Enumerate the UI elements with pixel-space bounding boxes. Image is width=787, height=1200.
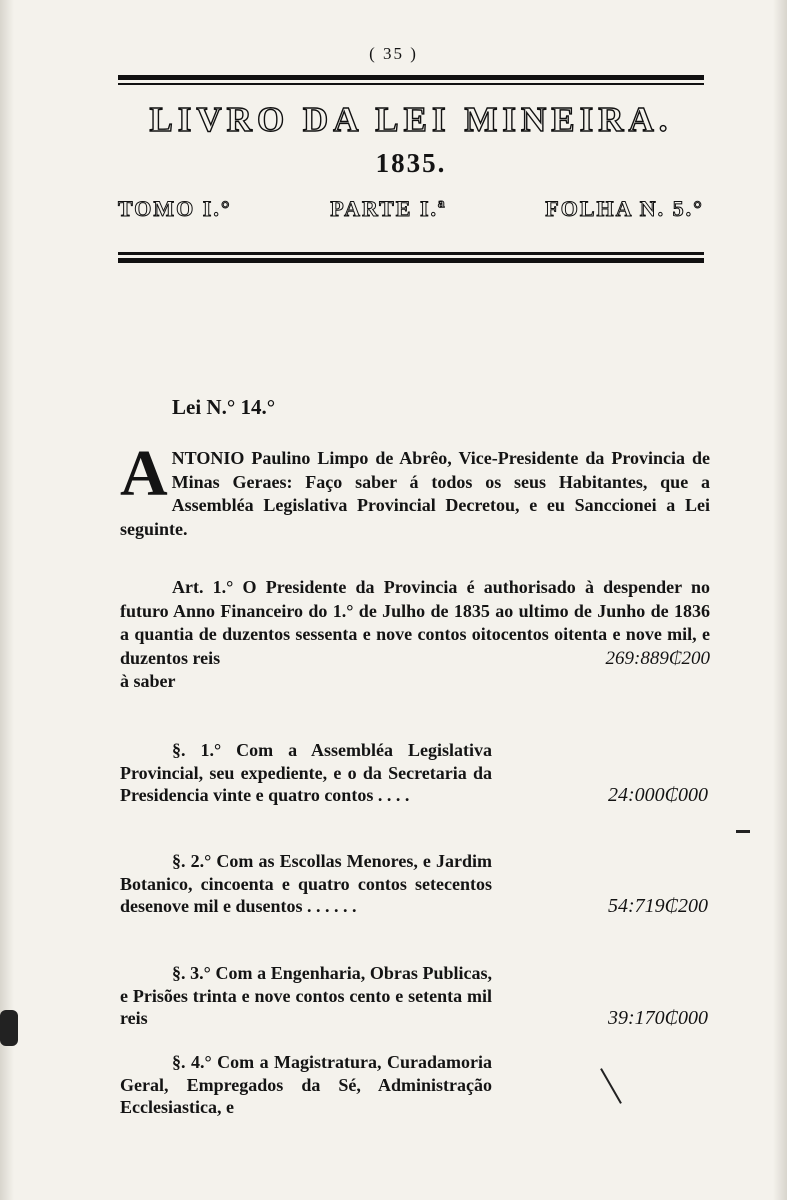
article-1-tail: à saber bbox=[120, 671, 176, 691]
budget-item bbox=[120, 962, 710, 1030]
preamble-text: NTONIO Paulino Limpo de Abrêo, Vice-Presidente da Provincia de Minas Geraes: Faço saber á todos os seus Habitantes, que a Assembléa Legislativa Provincial Decretou, e eu Sanccionei a Lei seguinte. bbox=[120, 448, 710, 539]
tomo-label: TOMO I.° bbox=[118, 196, 232, 221]
article-1 bbox=[120, 576, 710, 694]
header-rule-thick-bottom bbox=[118, 258, 704, 263]
header-rule-thick bbox=[118, 75, 704, 80]
page-edge-right bbox=[773, 0, 787, 1200]
budget-item-text: §. 4.° Com a Magistratura, Curadamoria Geral, Empregados da Sé, Administração Ecclesiastica, e bbox=[120, 1052, 492, 1117]
budget-item bbox=[120, 739, 710, 807]
budget-item-value: 24:000₵000 bbox=[608, 784, 708, 806]
folha-label: FOLHA N. 5.° bbox=[545, 196, 704, 221]
ink-mark bbox=[0, 1010, 18, 1046]
budget-item-value: 54:719₵200 bbox=[608, 895, 708, 917]
article-1-total: 269:889₵200 bbox=[605, 647, 710, 669]
budget-item-text: §. 3.° Com a Engenharia, Obras Publicas, e Prisões trinta e nove contos cento e setenta mil reis bbox=[120, 963, 492, 1028]
law-preamble bbox=[120, 437, 710, 541]
volume-line bbox=[118, 196, 704, 222]
ink-mark bbox=[736, 830, 750, 833]
budget-item-value: 39:170₵000 bbox=[608, 1007, 708, 1029]
budget-item bbox=[120, 850, 710, 918]
article-1-text: Art. 1.° O Presidente da Provincia é authorisado à despender no futuro Anno Financeiro do 1.° de Julho de 1835 ao ultimo de Junho de 1836 a quantia de duzentos sessenta e nove contos oitocentos oitenta e nove mil, e duzentos reis bbox=[120, 577, 710, 668]
header-rule-thin bbox=[118, 83, 704, 85]
budget-item-text: §. 1.° Com a Assembléa Legislativa Provincial, seu expediente, e o da Secretaria da Presidencia vinte e quatro contos . . . . bbox=[120, 740, 492, 805]
budget-item bbox=[120, 1051, 710, 1119]
drop-cap: A bbox=[120, 437, 168, 510]
header-rule-thin-bottom bbox=[118, 252, 704, 255]
budget-item-text: §. 2.° Com as Escollas Menores, e Jardim Botanico, cincoenta e quatro contos setecentos desenove mil e dusentos . . . . . . bbox=[120, 851, 492, 916]
book-year: 1835. bbox=[375, 148, 447, 178]
parte-label: PARTE I.ª bbox=[330, 196, 447, 221]
law-number: Lei N.° 14.° bbox=[172, 395, 276, 419]
book-title: LIVRO DA LEI MINEIRA. bbox=[149, 100, 673, 139]
page-number: ( 35 ) bbox=[369, 44, 418, 63]
